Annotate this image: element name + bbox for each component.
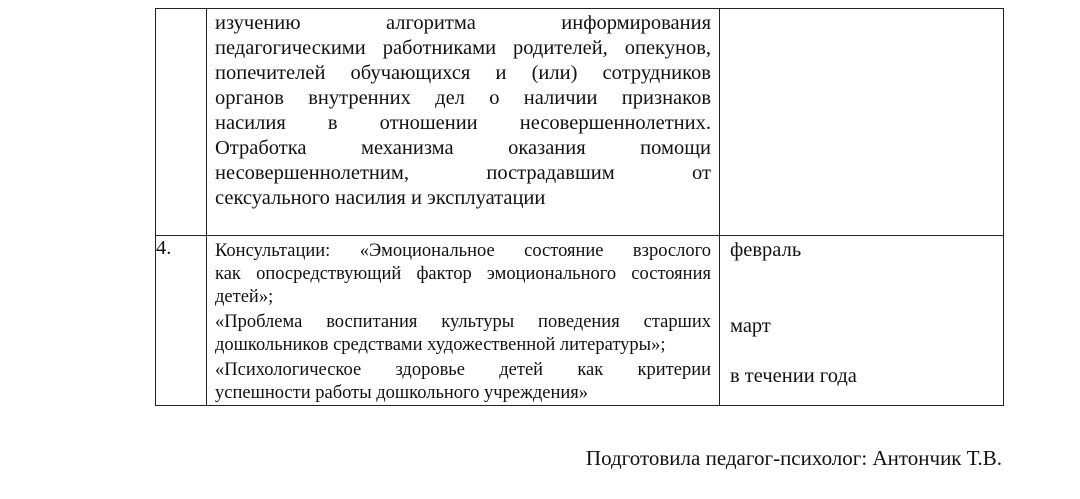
text-line: педагогическими работниками родителей, опекунов,: [215, 37, 711, 59]
consultation-1-line: Консультации: «Эмоциональное состояние взрослого: [215, 241, 711, 261]
consultation-1-line: детей»;: [215, 287, 274, 307]
consultation-3-line: «Психологическое здоровье детей как критерии: [215, 360, 711, 380]
text-line: изучению алгоритма информирования: [215, 12, 711, 34]
date-march: март: [730, 315, 771, 337]
text-line: Отработка механизма оказания помощи: [215, 137, 711, 159]
activity-plan-table: [155, 8, 1004, 406]
table-row: [156, 9, 1004, 236]
table-row: [156, 236, 1004, 406]
consultation-1-line: как опосредствующий фактор эмоционального состояния: [215, 264, 711, 284]
activity-text: [207, 9, 719, 211]
date-february: февраль: [730, 239, 802, 261]
consultations-text: [207, 236, 719, 405]
date-year-round: в течении года: [730, 365, 857, 387]
text-line: несовершеннолетним, пострадавшим от: [215, 162, 711, 184]
activity-cell: [207, 236, 720, 406]
row-number-cell: [156, 9, 207, 236]
consultation-3-line: успешности работы дошкольного учреждения»: [215, 383, 589, 403]
author-signature: Подготовила педагог-психолог: Антончик Т.В.: [585, 446, 1002, 470]
text-line: органов внутренних дел о наличии признаков: [215, 87, 711, 109]
row-number: 4.: [156, 237, 172, 259]
activity-cell: [207, 9, 720, 236]
text-line: насилия в отношении несовершеннолетних.: [215, 112, 711, 134]
date-cell: [720, 236, 1004, 406]
consultation-2-line: дошкольников средствами художественной литературы»;: [215, 335, 666, 355]
date-cell: [720, 9, 1004, 236]
row-number-cell: [156, 236, 207, 406]
text-line: попечителей обучающихся и (или) сотрудников: [215, 62, 711, 84]
consultation-2-line: «Проблема воспитания культуры поведения старших: [215, 312, 711, 332]
text-line: сексуального насилия и эксплуатации: [215, 187, 546, 209]
